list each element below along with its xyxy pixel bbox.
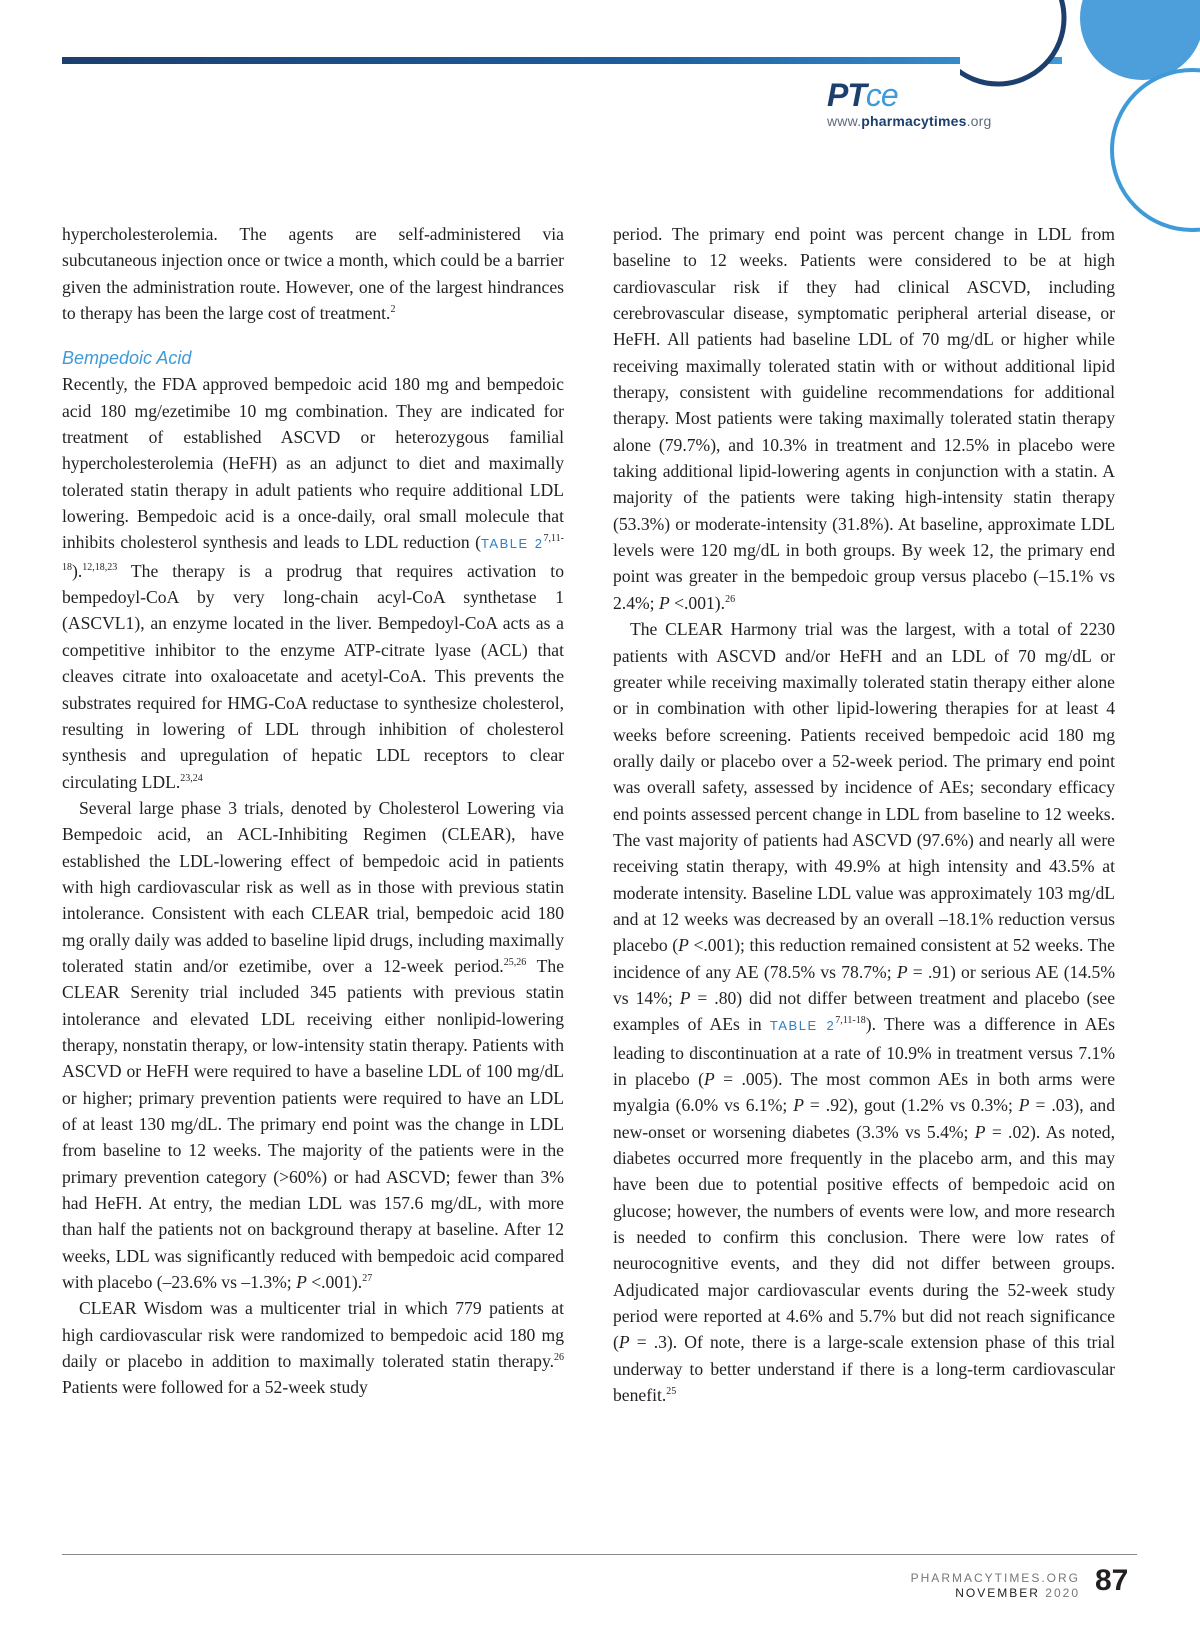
- ptce-logo: [827, 78, 1027, 129]
- left-column: [62, 221, 564, 1401]
- paragraph: period. The primary end point was percent change in LDL from baseline to 12 weeks. Patients were considered to be at high cardiovascular risk if they had clinical ASCVD, including cerebrovascular disease, symptomatic peripheral arterial disease, or HeFH. All patients had baseline LDL of 70 mg/dL or higher while receiving maximally tolerated statin with or without additional lipid therapy, consistent with guideline recommendations for additional therapy. Most patients were taking maximally tolerated statin therapy alone (79.7%), and 10.3% in treatment and 12.5% in placebo were taking additional lipid-lowering agents in conjunction with a statin. A majority of the patients were taking high-intensity statin therapy (53.3%) or moderate-intensity (31.8%). At baseline, approximate LDL levels were 120 mg/dL in both groups. By week 12, the primary end point was greater in the bempedoic group versus placebo (–15.1% vs 2.4%; P <.001).$^{26}$: [613, 224, 1115, 613]
- section-heading: Bempedoic Acid: [62, 348, 192, 369]
- paragraph: hypercholesterolemia. The agents are self-administered via subcutaneous injection once or twice a month, which could be a barrier given the administration route. However, one of the largest hindrances to therapy has been the large cost of treatment.$^2$: [62, 224, 564, 324]
- footer-info: [911, 1571, 1080, 1601]
- site-url[interactable]: www.pharmacytimes.org: [827, 113, 992, 129]
- paragraph: CLEAR Wisdom was a multicenter trial in which 779 patients at high cardiovascular risk were randomized to bempedoic acid 180 mg daily or placebo in addition to maximally tolerated statin therapy.$^{26}$ Patients were followed for a 52-week study: [62, 1298, 564, 1398]
- paragraph: Recently, the FDA approved bempedoic acid 180 mg and bempedoic acid 180 mg/ezetimibe 10 mg combination. They are indicated for treatment of established ASCVD or heterozygous familial hypercholesterolemia (HeFH) as an adjunct to diet and maximally tolerated statin therapy in adult patients who require additional LDL lowering. Bempedoic acid is a once-daily, oral small molecule that inhibits cholesterol synthesis and leads to LDL reduction (TABLE 2$^{7,11-18}$).$^{12,18,23}$ The therapy is a prodrug that requires activation to bempedoyl-CoA by very long-chain acyl-CoA synthetase 1 (ASCVL1), an enzyme located in the liver. Bempedoyl-CoA acts as a competitive inhibitor to the enzyme ATP-citrate lyase (ACL) that cleaves citrate into oxaloacetate and acetyl-CoA. This prevents the substrates required for HMG-CoA reductase to synthesize cholesterol, resulting in lowering of LDL through inhibition of cholesterol synthesis and upregulation of hepatic LDL receptors to clear circulating LDL.$^{23,24}$: [62, 374, 565, 792]
- paragraph: Several large phase 3 trials, denoted by Cholesterol Lowering via Bempedoic acid, an ACL-Inhibiting Regimen (CLEAR), have established the LDL-lowering effect of bempedoic acid in patients with high cardiovascular risk as well as in those with previous statin intolerance. Consistent with each CLEAR trial, bempedoic acid 180 mg orally daily was added to baseline lipid drugs, including maximally tolerated statin and/or ezetimibe, over a 12-week period.$^{25,26}$ The CLEAR Serenity trial included 345 patients with previous statin intolerance and elevated LDL receiving either nonlipid-lowering therapy, nonstatin therapy, or low-intensity statin therapy. Patients with ASCVD or HeFH were required to have a baseline LDL of 100 mg/dL or higher; primary prevention patients were required to have an LDL of at least 130 mg/dL. The primary end point was the change in LDL from baseline to 12 weeks. The majority of the patients were in the primary prevention category (>60%) or had ASCVD; fewer than 3% had HeFH. At entry, the median LDL was 157.6 mg/dL, with more than half the patients not on background therapy at baseline. After 12 weeks, LDL was significantly reduced with bempedoic acid compared with placebo (–23.6% vs –1.3%; P <.001).$^{27}$: [62, 797, 564, 1293]
- table-reference-link[interactable]: TABLE 2: [769, 1018, 836, 1034]
- page-number: 87: [1095, 1564, 1129, 1597]
- paragraph: The CLEAR Harmony trial was the largest, with a total of 2230 patients with ASCVD and/or HeFH and an LDL of 70 mg/dL or greater while receiving maximally tolerated statin therapy either alone or in combination with other lipid-lowering therapies for at least 4 weeks before screening. Patients received bempedoic acid 180 mg orally daily or placebo over a 52-week period. The primary end point was overall safety, assessed by incidence of AEs; secondary efficacy end points assessed percent change in LDL from baseline to 12 weeks. The vast majority of patients had ASCVD (97.6%) and nearly all were receiving statin therapy, with 49.9% at high intensity and 43.5% at moderate intensity. Baseline LDL value was approximately 103 mg/dL and at 12 weeks was decreased by an overall –18.1% reduction versus placebo (P <.001); this reduction remained consistent at 52 weeks. The incidence of any AE (78.5% vs 78.7%; P = .91) or serious AE (14.5% vs 14%; P = .80) did not differ between treatment and placebo (see examples of AEs in TABLE 2$^{7,11-18}$). There was a difference in AEs leading to discontinuation at a rate of 10.9% in treatment versus 7.1% in placebo (P = .005). The most common AEs in both arms were myalgia (6.0% vs 6.1%; P = .92), gout (1.2% vs 0.3%; P = .03), and new-onset or worsening diabetes (3.3% vs 5.4%; P = .02). As noted, diabetes occurred more frequently in the placebo arm, and this may have been due to potential positive effects of bempedoic acid on glucose; however, the numbers of events were low, and more research is needed to confirm this conclusion. There were low rates of neurocognitive events, and they did not differ between groups. Adjudicated major cardiovascular events during the 52-week study period were reported at 4.6% and 5.7% but did not reach significance (P = .3). Of note, there is a large-scale extension phase of this trial underway to better understand if there is a long-term cardiovascular benefit.$^{25}$: [613, 619, 1116, 1406]
- header-rule: [62, 57, 1062, 64]
- right-column: [613, 221, 1115, 1408]
- footer-site: PHARMACYTIMES.ORG: [910, 1571, 1080, 1585]
- table-reference-link[interactable]: TABLE 2: [480, 536, 544, 552]
- footer-date: NOVEMBER 2020: [955, 1586, 1080, 1600]
- logo-mark: PTce: [827, 77, 898, 113]
- footer-rule: [62, 1554, 1137, 1555]
